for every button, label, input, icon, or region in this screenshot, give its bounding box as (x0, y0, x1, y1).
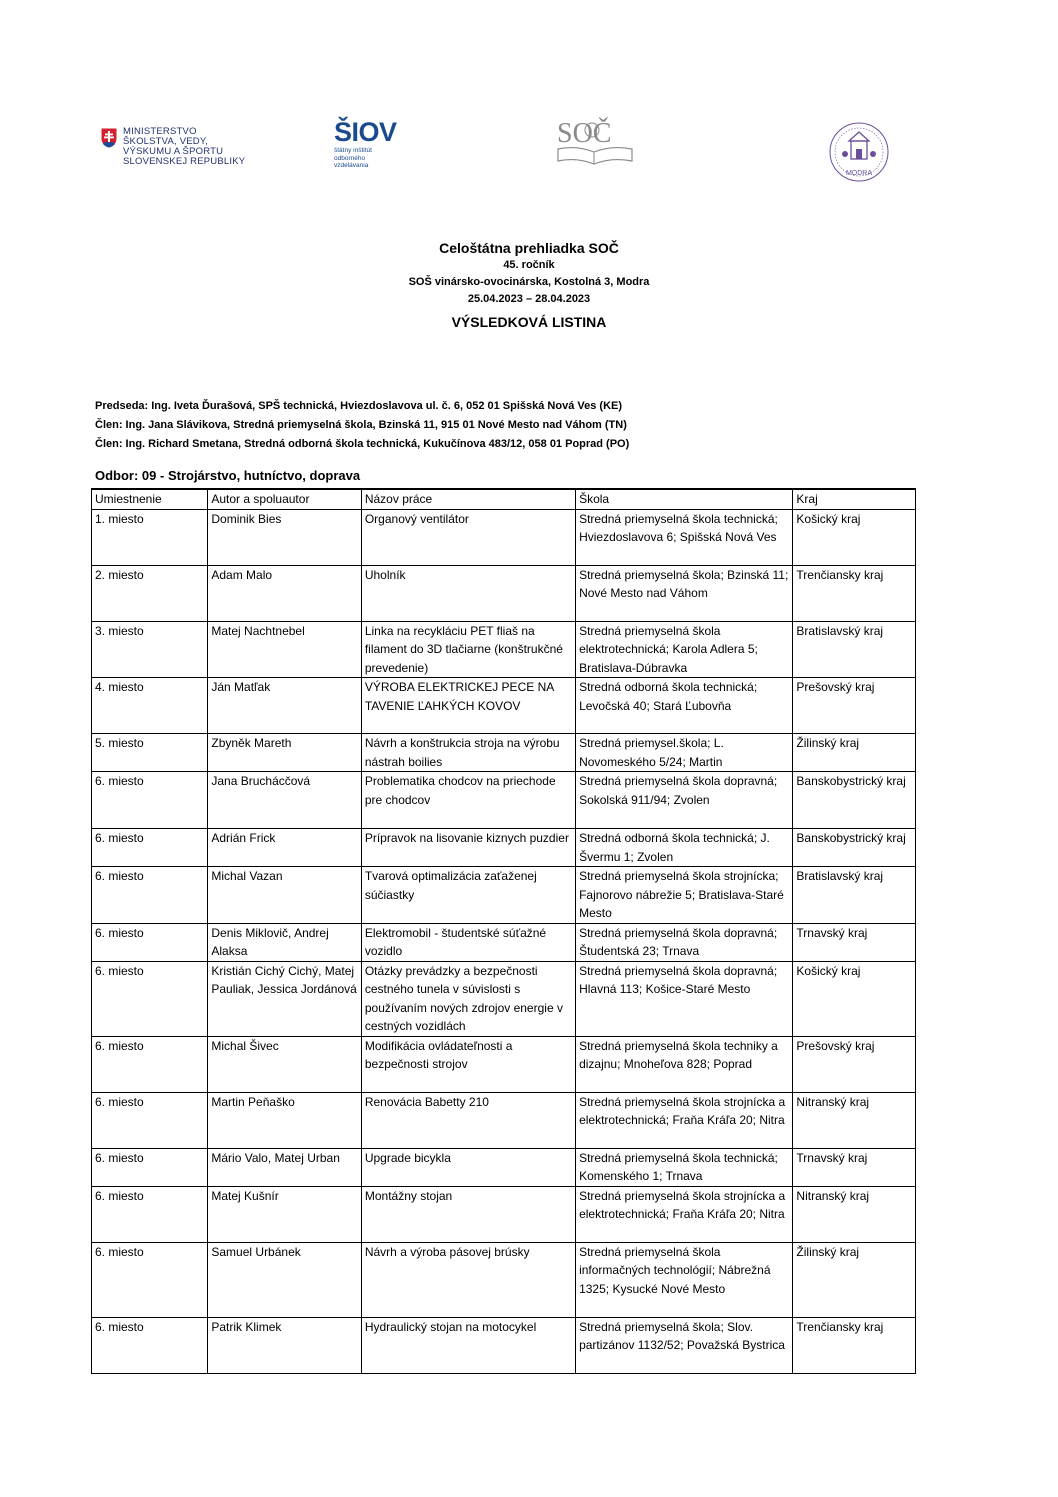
author-cell: Adrián Frick (208, 829, 361, 867)
author-cell: Michal Šivec (208, 1036, 361, 1092)
school-cell: Stredná odborná škola technická; J. Švermu 1; Zvolen (576, 829, 793, 867)
column-header: Názov práce (361, 489, 575, 509)
region-cell: Banskobystrický kraj (793, 829, 916, 867)
school-cell: Stredná priemyselná škola techniky a dizajnu; Mnoheľova 828; Poprad (576, 1036, 793, 1092)
school-cell: Stredná priemyselná škola dopravná; Hlavná 113; Košice-Staré Mesto (576, 961, 793, 1036)
school-cell: Stredná odborná škola technická; Levočská 40; Stará Ľubovňa (576, 678, 793, 734)
author-cell: Zbyněk Mareth (208, 734, 361, 772)
slovak-coat-of-arms-icon (100, 127, 118, 149)
placement-cell: 6. miesto (92, 772, 208, 829)
school-cell: Stredná priemyselná škola dopravná; Sokolská 911/94; Zvolen (576, 772, 793, 829)
work-title-cell: Návrh a výroba pásovej brúsky (361, 1242, 575, 1317)
author-cell: Jana Bruchácčová (208, 772, 361, 829)
table-row (92, 772, 916, 829)
work-title-cell: Upgrade bicykla (361, 1148, 575, 1186)
table-row (92, 509, 916, 565)
modra-seal-icon (828, 121, 890, 183)
region-cell: Košický kraj (793, 961, 916, 1036)
author-cell: Matej Kušnír (208, 1186, 361, 1242)
region-cell: Bratislavský kraj (793, 621, 916, 678)
author-cell: Michal Vazan (208, 867, 361, 924)
siov-logo (334, 119, 397, 170)
table-row (92, 1242, 916, 1317)
table-row (92, 621, 916, 678)
region-cell: Trnavský kraj (793, 923, 916, 961)
placement-cell: 6. miesto (92, 1186, 208, 1242)
table-row (92, 1317, 916, 1373)
region-cell: Nitranský kraj (793, 1092, 916, 1148)
work-title-cell: Otázky prevádzky a bezpečnosti cestného tunela v súvislosti s používaním nových zdrojov energie v cestných vozidlách (361, 961, 575, 1036)
column-header: Umiestnenie (92, 489, 208, 509)
table-body (92, 509, 916, 1373)
column-header: Kraj (793, 489, 916, 509)
committee-member: Člen: Ing. Jana Slávikova, Stredná priemyselná škola, Bzinská 11, 915 01 Nové Mesto nad Váhom (TN) (95, 419, 627, 431)
ministry-logo (100, 127, 245, 167)
work-title-cell: Elektromobil - študentské súťažné vozidlo (361, 923, 575, 961)
work-title-cell: Organový ventilátor (361, 509, 575, 565)
placement-cell: 6. miesto (92, 923, 208, 961)
table-row (92, 565, 916, 621)
table-row (92, 1186, 916, 1242)
placement-cell: 6. miesto (92, 1148, 208, 1186)
table-row (92, 1036, 916, 1092)
section-title: Odbor: 09 - Strojárstvo, hutníctvo, doprava (95, 468, 361, 483)
placement-cell: 1. miesto (92, 509, 208, 565)
placement-cell: 6. miesto (92, 961, 208, 1036)
results-table (91, 488, 916, 1374)
region-cell: Prešovský kraj (793, 678, 916, 734)
author-cell: Samuel Urbánek (208, 1242, 361, 1317)
ministry-line: SLOVENSKEJ REPUBLIKY (123, 156, 246, 167)
school-cell: Stredná priemyselná škola; Slov. partizánov 1132/52; Považská Bystrica (576, 1317, 793, 1373)
table-row (92, 829, 916, 867)
author-cell: Ján Matľak (208, 678, 361, 734)
table-row (92, 867, 916, 924)
region-cell: Bratislavský kraj (793, 867, 916, 924)
work-title-cell: Modifikácia ovládateľnosti a bezpečnosti strojov (361, 1036, 575, 1092)
committee-list (95, 397, 629, 454)
table-header-row (92, 489, 916, 509)
author-cell: Kristián Cichý Cichý, Matej Pauliak, Jessica Jordánová (208, 961, 361, 1036)
region-cell: Nitranský kraj (793, 1186, 916, 1242)
document-heading (0, 240, 1058, 332)
school-cell: Stredná priemyselná škola strojnícka a elektrotechnická; Fraňa Kráľa 20; Nitra (576, 1092, 793, 1148)
siov-line: štátny inštitút (334, 147, 372, 154)
school-cell: Stredná priemyselná škola informačných technológií; Nábrežná 1325; Kysucké Nové Mesto (576, 1242, 793, 1317)
siov-line: vzdelávania (334, 162, 369, 169)
school-cell: Stredná priemyselná škola strojnícka a elektrotechnická; Fraňa Kráľa 20; Nitra (576, 1186, 793, 1242)
work-title-cell: Návrh a konštrukcia stroja na výrobu nástrah boilies (361, 734, 575, 772)
placement-cell: 4. miesto (92, 678, 208, 734)
work-title-cell: Hydraulický stojan na motocykel (361, 1317, 575, 1373)
author-cell: Adam Malo (208, 565, 361, 621)
work-title-cell: Tvarová optimalizácia zaťaženej súčiastky (361, 867, 575, 924)
table-row (92, 734, 916, 772)
table-row (92, 678, 916, 734)
siov-line: odborného (334, 154, 366, 162)
document-title: VÝSLEDKOVÁ LISTINA (451, 314, 607, 330)
region-cell: Trenčiansky kraj (793, 565, 916, 621)
placement-cell: 6. miesto (92, 1242, 208, 1317)
school-cell: Stredná priemyselná škola technická; Komenského 1; Trnava (576, 1148, 793, 1186)
soc-logo (554, 115, 636, 172)
author-cell: Matej Nachtnebel (208, 621, 361, 678)
soc-book-icon (554, 115, 636, 167)
school-cell: Stredná priemyselná škola strojnícka; Fajnorovo nábrežie 5; Bratislava-Staré Mesto (576, 867, 793, 924)
placement-cell: 5. miesto (92, 734, 208, 772)
work-title-cell: Montážny stojan (361, 1186, 575, 1242)
work-title-cell: Uholník (361, 565, 575, 621)
modra-text: MODRA (845, 170, 873, 177)
region-cell: Trnavský kraj (793, 1148, 916, 1186)
placement-cell: 6. miesto (92, 1317, 208, 1373)
venue: SOŠ vinársko-ovocinárska, Kostolná 3, Modra (408, 276, 650, 288)
work-title-cell: Problematika chodcov na priechode pre chodcov (361, 772, 575, 829)
table-row (92, 923, 916, 961)
school-cell: Stredná priemysel.škola; L. Novomeského 5/24; Martin (576, 734, 793, 772)
placement-cell: 6. miesto (92, 867, 208, 924)
author-cell: Martin Peňaško (208, 1092, 361, 1148)
region-cell: Žilinský kraj (793, 734, 916, 772)
school-cell: Stredná priemyselná škola elektrotechnická; Karola Adlera 5; Bratislava-Dúbravka (576, 621, 793, 678)
author-cell: Patrik Klimek (208, 1317, 361, 1373)
ministry-line: VÝSKUMU A ŠPORTU (123, 146, 224, 157)
region-cell: Žilinský kraj (793, 1242, 916, 1317)
region-cell: Trenčiansky kraj (793, 1317, 916, 1373)
dates: 25.04.2023 – 28.04.2023 (467, 293, 591, 305)
siov-mark: ŠIOV (334, 117, 397, 147)
work-title-cell: Prípravok na lisovanie kiznych puzdier (361, 829, 575, 867)
school-cell: Stredná priemyselná škola; Bzinská 11; Nové Mesto nad Váhom (576, 565, 793, 621)
region-cell: Košický kraj (793, 509, 916, 565)
school-cell: Stredná priemyselná škola dopravná; Študentská 23; Trnava (576, 923, 793, 961)
table-row (92, 1148, 916, 1186)
column-header: Autor a spoluautor (208, 489, 361, 509)
table-row (92, 961, 916, 1036)
placement-cell: 2. miesto (92, 565, 208, 621)
author-cell: Mário Valo, Matej Urban (208, 1148, 361, 1186)
region-cell: Prešovský kraj (793, 1036, 916, 1092)
author-cell: Denis Miklovič, Andrej Alaksa (208, 923, 361, 961)
ministry-line: MINISTERSTVO (123, 126, 197, 137)
table-row (92, 1092, 916, 1148)
placement-cell: 3. miesto (92, 621, 208, 678)
placement-cell: 6. miesto (92, 829, 208, 867)
event-title: Celoštátna prehliadka SOČ (439, 240, 619, 256)
soc-mark: SOČ (557, 118, 612, 149)
logo-row (0, 115, 1058, 185)
work-title-cell: VÝROBA ELEKTRICKEJ PECE NA TAVENIE ĽAHKÝCH KOVOV (361, 678, 575, 734)
modra-logo (828, 121, 890, 188)
author-cell: Dominik Bies (208, 509, 361, 565)
placement-cell: 6. miesto (92, 1092, 208, 1148)
school-cell: Stredná priemyselná škola technická; Hviezdoslavova 6; Spišská Nová Ves (576, 509, 793, 565)
work-title-cell: Renovácia Babetty 210 (361, 1092, 575, 1148)
edition: 45. ročník (503, 259, 555, 271)
placement-cell: 6. miesto (92, 1036, 208, 1092)
committee-member: Člen: Ing. Richard Smetana, Stredná odborná škola technická, Kukučínova 483/12, 058 01 Poprad (PO) (95, 438, 630, 450)
ministry-line: ŠKOLSTVA, VEDY, (123, 136, 209, 147)
committee-member: Predseda: Ing. Iveta Ďurašová, SPŠ technická, Hviezdoslavova ul. č. 6, 052 01 Spišská Nová Ves (KE) (95, 400, 623, 412)
column-header: Škola (576, 489, 793, 509)
region-cell: Banskobystrický kraj (793, 772, 916, 829)
work-title-cell: Linka na recykláciu PET fliaš na filament do 3D tlačiarne (konštrukčné prevedenie) (361, 621, 575, 678)
